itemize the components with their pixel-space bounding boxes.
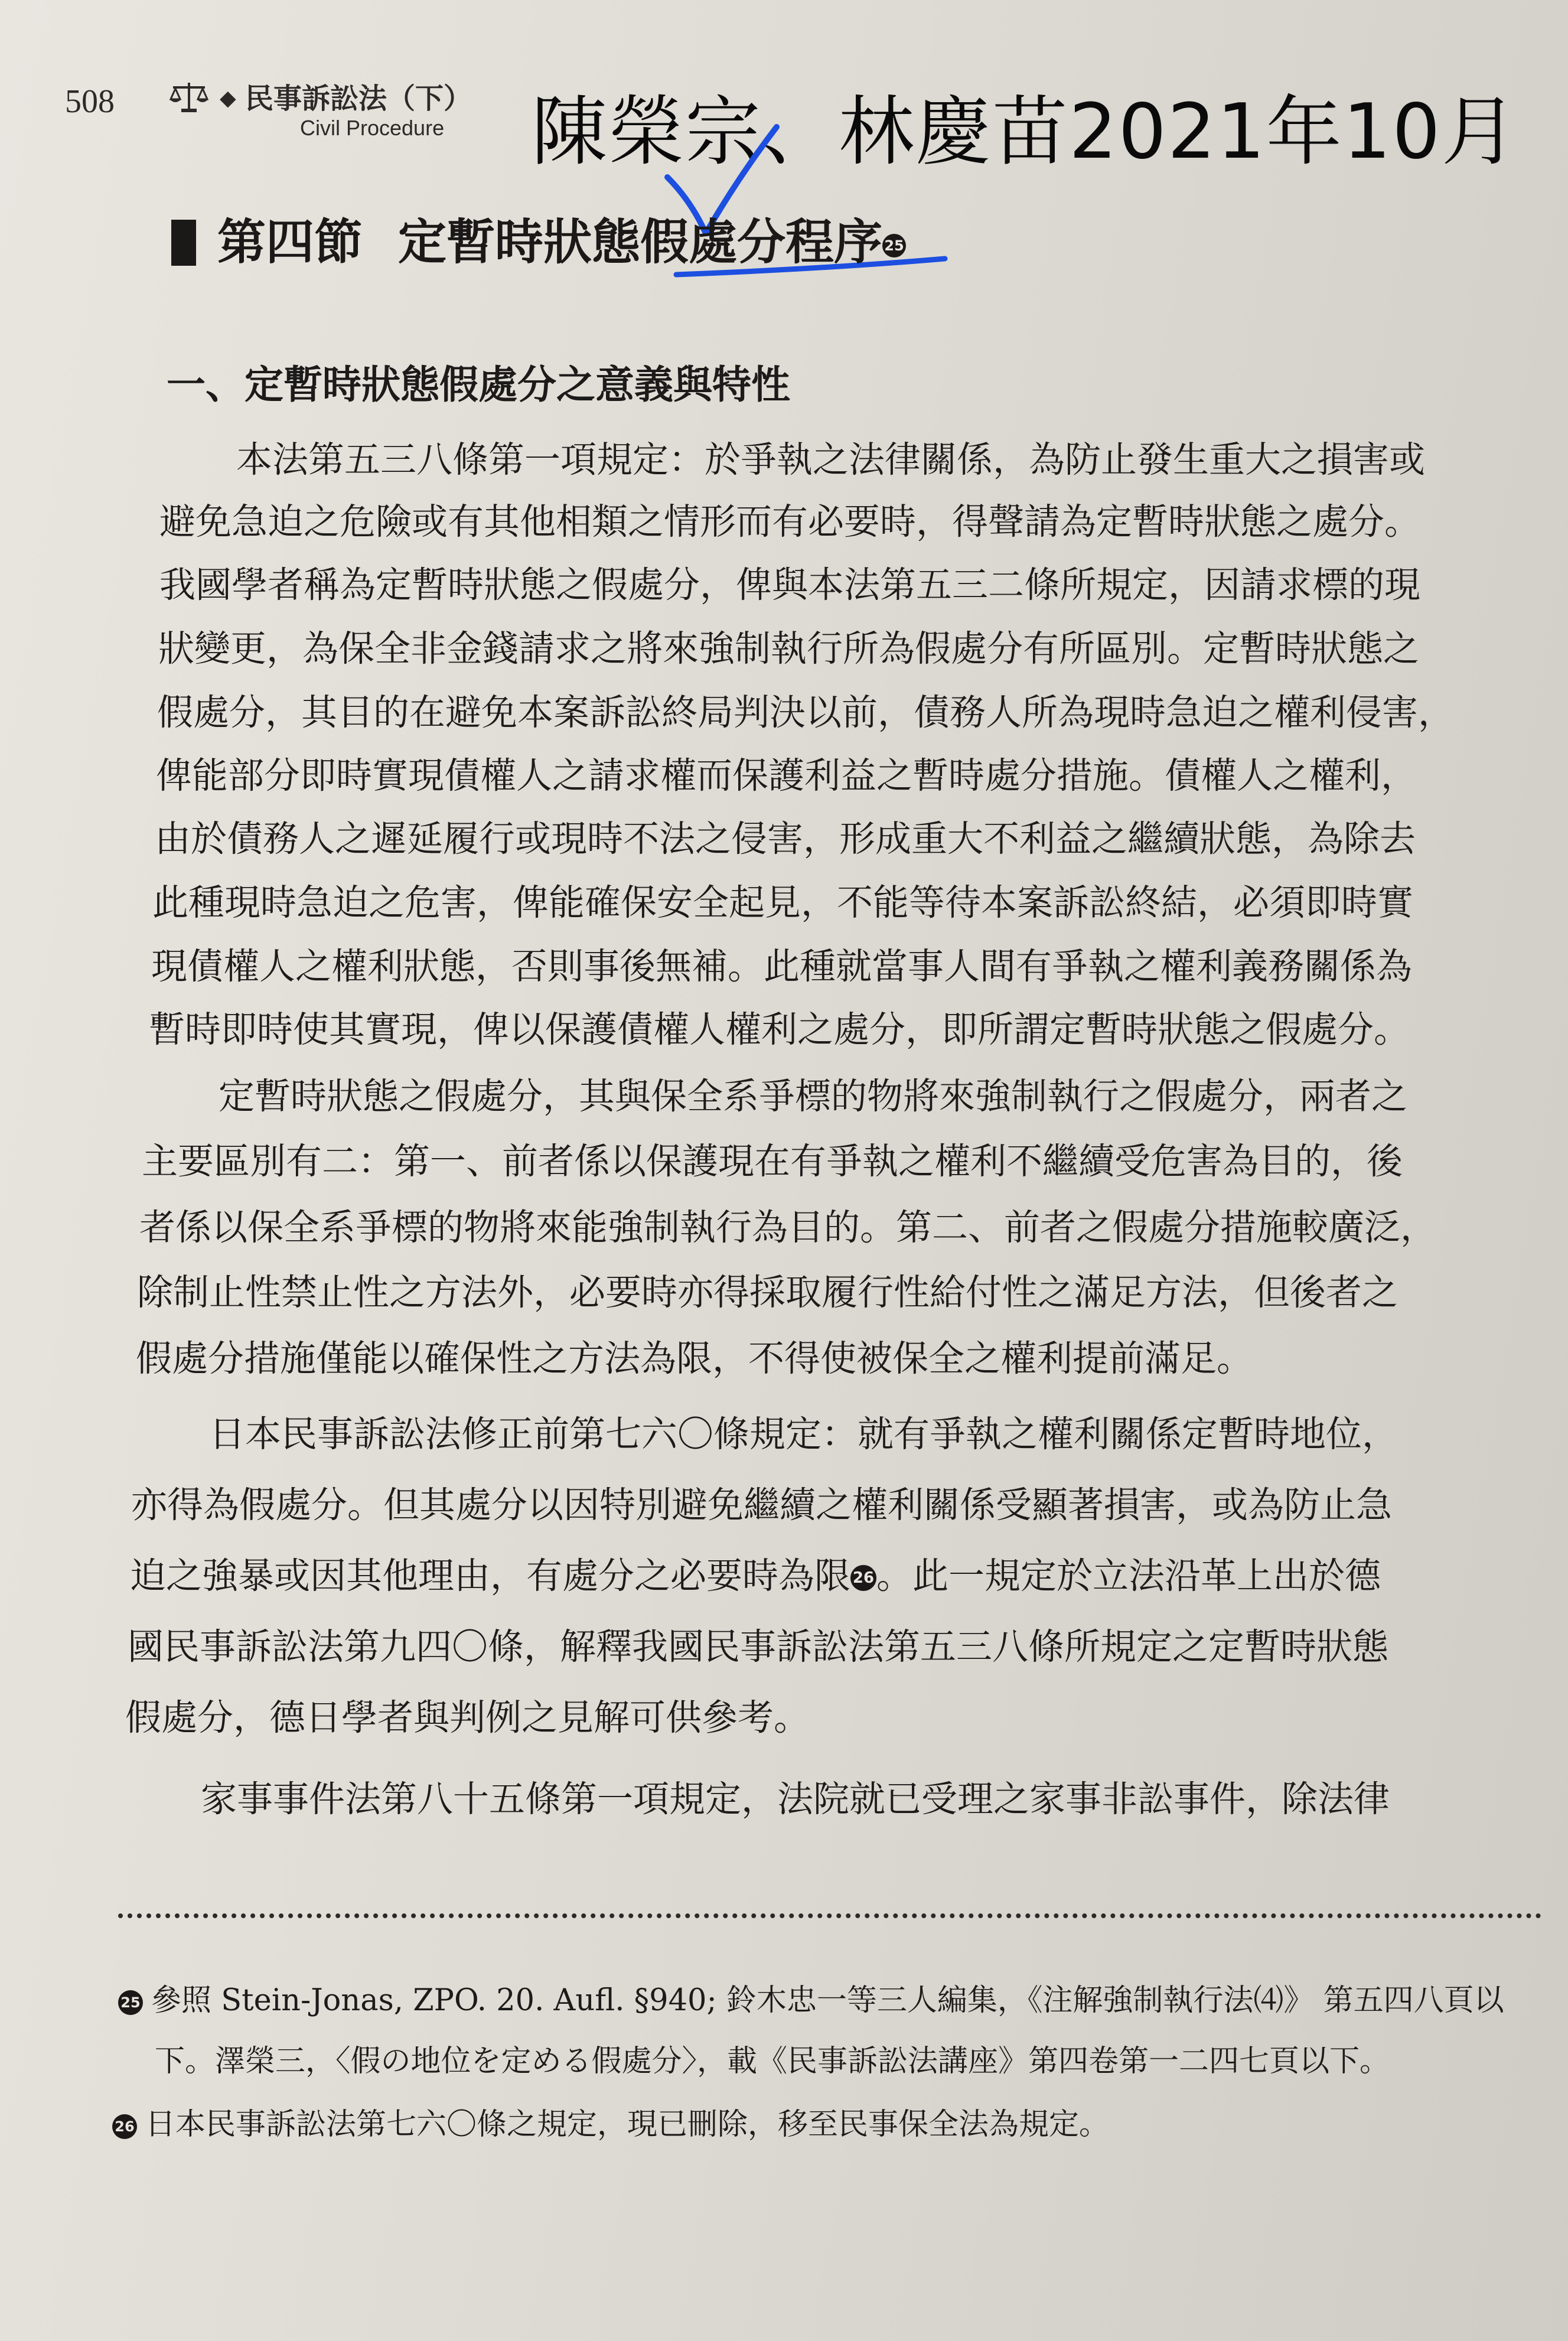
body-line-8: 此種現時急迫之危害，俾能確保安全起見，不能等待本案訴訟終結，必須即時實 <box>152 882 1414 924</box>
footnote-25-line-2: 下。澤榮三，〈假の地位を定める假處分〉，載《民事訴訟法講座》第四卷第一二四七頁以下。 <box>155 2044 1390 2079</box>
body-line-10: 暫時即時使其實現，俾以保護債權人權利之處分，即所謂定暫時狀態之假處分。 <box>149 1009 1410 1051</box>
footnote-ref-25[interactable]: 25 <box>882 234 906 257</box>
footnote-25-line-1 <box>118 1975 1504 2019</box>
section-heading <box>171 204 906 273</box>
section-title: 定暫時狀態假處分程序 <box>398 214 883 270</box>
footnote-ref-26[interactable]: 26 <box>850 1565 876 1591</box>
page-number: 508 <box>65 83 115 120</box>
body-line-13: 者係以保全系爭標的物將來能強制執行為目的。第二、前者之假處分措施較廣泛， <box>139 1207 1437 1248</box>
subsection-heading: 一、定暫時狀態假處分之意義與特性 <box>167 362 790 407</box>
footnote-marker-25: 25 <box>118 1990 143 2015</box>
body-line-4: 狀變更，為保全非金錢請求之將來強制執行所為假處分有所區別。定暫時狀態之 <box>158 628 1420 670</box>
footnote-separator <box>118 1913 1541 1918</box>
heading-square-marker <box>171 220 196 266</box>
body-line-16: 日本民事訴訟法修正前第七六〇條規定：就有爭執之權利關係定暫時地位， <box>209 1413 1399 1455</box>
body-line-6: 俾能部分即時實現債權人之請求權而保護利益之暫時處分措施。債權人之權利， <box>156 755 1417 797</box>
footnote-26-text-1: 日本民事訴訟法第七六〇條之規定，現已刪除，移至民事保全法為規定。 <box>145 2107 1110 2142</box>
body-line-21: 家事事件法第八十五條第一項規定，法院就已受理之家事非訟事件，除法律 <box>201 1778 1390 1820</box>
body-line-19: 國民事訴訟法第九四〇條，解釋我國民事訴訟法第五三八條所規定之定暫時狀態 <box>128 1626 1389 1668</box>
body-line-11: 定暫時狀態之假處分，其與保全系爭標的物將來強制執行之假處分，兩者之 <box>219 1075 1408 1117</box>
body-line-18-text: 迫之強暴或因其他理由，有處分之必要時為限 <box>130 1555 851 1597</box>
body-line-9: 現債權人之權利狀態，否則事後無補。此種就當事人間有爭執之權利義務關係為 <box>151 945 1413 987</box>
footnote-marker-26: 26 <box>112 2114 137 2139</box>
body-line-15: 假處分措施僅能以確保性之方法為限，不得使被保全之權利提前滿足。 <box>136 1338 1253 1380</box>
scales-of-justice-icon <box>168 79 210 115</box>
body-line-14: 除制止性禁止性之方法外，必要時亦得採取履行性給付性之滿足方法，但後者之 <box>137 1271 1399 1313</box>
body-line-1: 本法第五三八條第一項規定：於爭執之法律關係，為防止發生重大之損害或 <box>236 439 1426 481</box>
body-line-2: 避免急迫之危險或有其他相類之情形而有必要時，得聲請為定暫時狀態之處分。 <box>159 501 1421 543</box>
body-line-12: 主要區別有二：第一、前者係以保護現在有爭執之權利不繼續受危害為目的，後 <box>142 1140 1403 1182</box>
footnote-26-line-1 <box>112 2099 1109 2143</box>
body-line-7: 由於債務人之遲延履行或現時不法之侵害，形成重大不利益之繼續狀態，為除去 <box>155 818 1416 860</box>
body-line-5: 假處分，其目的在避免本案訴訟終局判決以前，債務人所為現時急迫之權利侵害， <box>157 692 1455 733</box>
section-label: 第四節 <box>217 214 363 270</box>
header-diamond: ◆ <box>220 86 236 110</box>
book-title: 民事訴訟法（下） <box>245 82 472 115</box>
body-line-20: 假處分，德日學者與判例之見解可供參考。 <box>125 1697 810 1739</box>
body-line-18-continuation: 。此一規定於立法沿革上出於德 <box>876 1555 1381 1597</box>
body-line-18 <box>130 1547 1381 1599</box>
body-line-17: 亦得為假處分。但其處分以因特別避免繼續之權利關係受顯著損害，或為防止急 <box>131 1484 1393 1526</box>
body-line-3: 我國學者稱為定暫時狀態之假處分，俾與本法第五三二條所規定，因請求標的現 <box>159 564 1421 606</box>
book-subtitle: Civil Procedure <box>300 116 445 140</box>
page-header <box>65 71 1518 176</box>
footnote-25-text-1: 參照 Stein-Jonas, ZPO. 20. Aufl. §940; 鈴木忠一等三人編集，《注解強制執行法⑷》 第五四八頁以 <box>151 1983 1504 2018</box>
handwritten-annotation: 陳榮宗、林慶苗2021年10月 <box>532 88 1518 176</box>
